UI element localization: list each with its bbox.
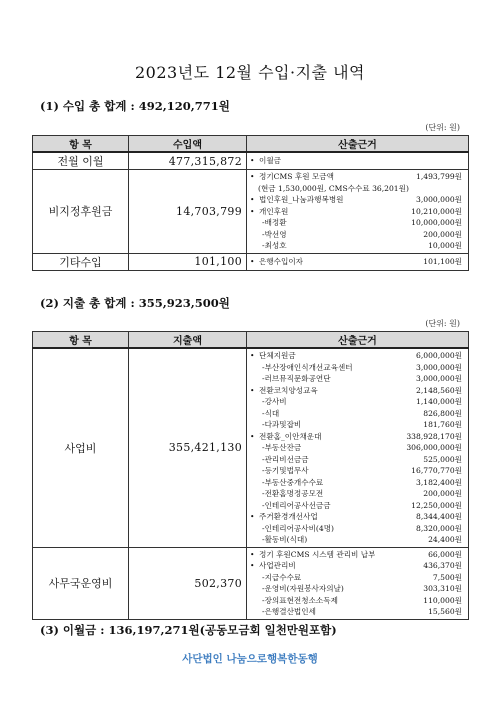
basis-label: -은행결산법인세 [262,607,316,616]
expense-total-heading: (2) 지출 총 합계 : 355,923,500원 [40,296,230,310]
basis-label: 은행수입이자 [259,256,304,266]
basis-label: -다과및잡비 [262,420,302,429]
basis-line [250,549,465,561]
bullet-icon: • [250,195,255,204]
column-header-item: 항 목 [33,136,129,153]
basis-label: 전환코치양성교육 [259,385,318,395]
bullet-icon: • [250,549,255,559]
basis-label: 정기 후원CMS 시스템 관리비 납부 [259,549,376,559]
basis-value: 8,320,000원 [416,523,462,533]
basis-label: -관리비선금금 [262,454,309,464]
basis-value: 66,000원 [428,549,462,559]
bullet-icon: • [250,172,255,181]
table-row [33,348,469,547]
row-basis [247,170,469,254]
basis-value: 110,000원 [423,595,462,605]
basis-line [250,606,465,618]
basis-line [250,229,465,241]
basis-value: 3,000,000원 [416,362,462,372]
basis-value: 10,000,000원 [411,218,462,227]
basis-label: -최성호 [262,241,287,250]
row-basis [247,152,469,170]
basis-value: 1,493,799원 [416,172,462,181]
page-title: 2023년도 12월 수입·지출 내역 [134,63,366,82]
basis-label: 단체지원금 [259,351,296,360]
basis-line [250,477,465,489]
basis-label: -지급수수료 [262,572,302,582]
basis-line [250,572,465,584]
basis-value: 101,100원 [423,256,462,266]
basis-line [250,523,465,535]
basis-value: 8,344,400원 [416,512,462,521]
basis-line [250,442,465,454]
basis-label: 주거환경개선사업 [259,512,318,521]
basis-line [250,408,465,420]
row-amount: 355,421,130 [129,348,247,547]
basis-label: -등기및법무사 [262,466,309,475]
basis-value: 3,182,400원 [416,477,462,487]
basis-label: -인테리어공사선금금 [262,500,331,510]
basis-line [250,534,465,546]
basis-line [250,431,465,443]
basis-line [250,419,465,431]
basis-line [250,373,465,385]
basis-label: 이월금 [259,156,282,166]
basis-line [250,500,465,512]
basis-line [250,240,465,252]
basis-value: 525,000원 [423,454,462,464]
bullet-icon: • [250,431,255,441]
table-row [33,253,469,270]
expense-unit-label: (단위: 원) [425,319,460,328]
bullet-icon: • [250,512,255,521]
basis-label: -박선영 [262,229,287,239]
bullet-icon: • [250,156,255,166]
table-row [33,152,469,170]
row-category: 사무국운영비 [33,547,129,619]
basis-value: 303,310원 [423,584,462,593]
basis-line [250,362,465,374]
basis-label: -러브뮤직문화공연단 [262,374,331,383]
column-header-basis: 산출근거 [247,332,469,349]
basis-value: 12,250,000원 [411,500,462,510]
bullet-icon: • [250,351,255,360]
basis-line [250,511,465,523]
basis-label: -전환홈명정공모전 [262,489,324,498]
column-header-amount: 수입액 [129,136,247,153]
basis-value: 306,000,000원 [406,443,462,452]
row-amount: 477,315,872 [129,152,247,170]
basis-line [250,488,465,500]
column-header-amount: 지출액 [129,332,247,349]
row-basis [247,348,469,547]
basis-label: -배정환 [262,218,287,227]
column-header-basis: 산출근거 [247,136,469,153]
basis-value: 338,928,170원 [406,431,462,441]
row-category: 기타수입 [33,253,129,270]
basis-label: -식대 [262,408,280,418]
basis-line [250,206,465,218]
basis-value: 16,770,770원 [411,466,462,475]
table-row [33,547,469,619]
basis-line [250,454,465,466]
basis-line [250,396,465,408]
basis-value: 2,148,560원 [416,385,462,395]
basis-value: 7,500원 [432,572,462,582]
basis-value: 3,000,000원 [416,374,462,383]
row-amount: 101,100 [129,253,247,270]
income-table [32,135,469,271]
basis-label: 정기CMS 후원 모금액 [259,172,334,181]
basis-label: -장의표현전청소소독제 [262,595,338,605]
basis-label: -활동비(식대) [262,535,308,544]
basis-label: -강사비 [262,397,287,406]
basis-value: 24,400원 [428,535,462,544]
basis-line [250,183,465,195]
basis-value: 826,800원 [423,408,462,418]
basis-line [250,171,465,183]
basis-line [250,583,465,595]
table-row [33,170,469,254]
basis-value: 15,560원 [428,607,462,616]
row-category: 사업비 [33,348,129,547]
income-total-heading: (1) 수입 총 합계 : 492,120,771원 [40,99,230,113]
carryover-balance: (3) 이월금 : 136,197,271원(공동모금회 일천만원포함) [40,623,337,637]
expense-table-header [33,332,469,349]
organization-footer: 사단법인 나눔으로행복한동행 [182,653,318,665]
basis-value: 10,210,000원 [411,206,462,216]
basis-label: -운영비(자원봉사자의날) [262,584,344,593]
basis-line [250,256,465,268]
basis-label: 전환홈_이안채운대 [259,431,322,441]
basis-line [250,155,465,167]
row-basis [247,547,469,619]
row-category: 비지정후원금 [33,170,129,254]
income-unit-label: (단위: 원) [425,123,460,132]
bullet-icon: • [250,256,255,266]
basis-line [250,217,465,229]
basis-label: -부동산중개수수료 [262,477,324,487]
row-category: 전월 이월 [33,152,129,170]
bullet-icon: • [250,206,255,216]
basis-label: (현금 1,530,000원, CMS수수료 36,201원) [258,183,409,193]
expense-table [32,331,469,620]
basis-value: 6,000,000원 [416,351,462,360]
basis-value: 436,370원 [423,561,462,570]
column-header-item: 항 목 [33,332,129,349]
basis-value: 1,140,000원 [416,397,462,406]
basis-line [250,350,465,362]
row-amount: 502,370 [129,547,247,619]
basis-value: 200,000원 [423,489,462,498]
basis-line [250,465,465,477]
basis-value: 200,000원 [423,229,462,239]
row-amount: 14,703,799 [129,170,247,254]
basis-label: 사업관리비 [259,561,296,570]
basis-label: -부동산잔금 [262,443,302,452]
basis-line [250,560,465,572]
basis-label: -부산장애인식개선교육센터 [262,362,353,372]
basis-line [250,194,465,206]
basis-line [250,385,465,397]
row-basis [247,253,469,270]
basis-label: 법인후원_나눔과행복병원 [259,195,344,204]
basis-label: 개인후원 [259,206,289,216]
basis-value: 10,000원 [428,241,462,250]
bullet-icon: • [250,561,255,570]
basis-value: 3,000,000원 [416,195,462,204]
bullet-icon: • [250,385,255,395]
income-table-header [33,136,469,153]
basis-label: -인테리어공사비(4명) [262,523,335,533]
basis-value: 181,760원 [423,420,462,429]
basis-line [250,595,465,607]
